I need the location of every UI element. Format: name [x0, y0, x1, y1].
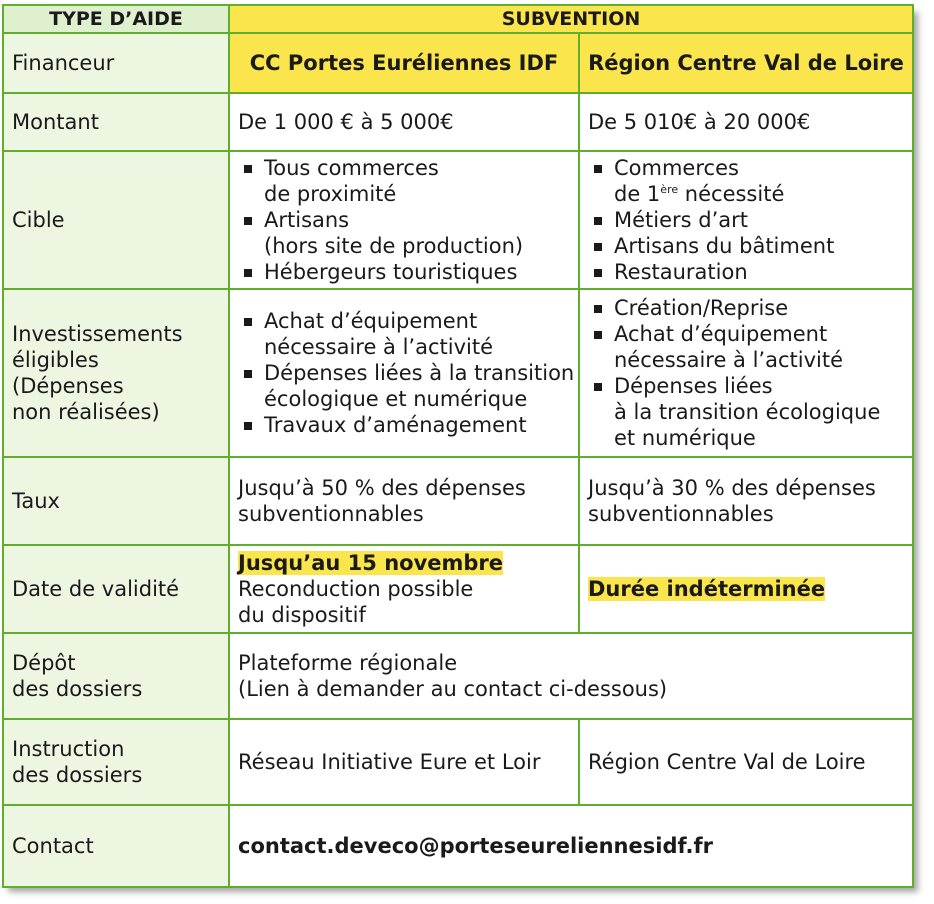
investissements-label [3, 289, 229, 457]
list-item-text: Création/Reprise [614, 296, 789, 320]
taux-text: Jusqu’à 50 % des dépenses [238, 476, 526, 500]
instruction-cc: Réseau Initiative Eure et Loir [229, 719, 579, 805]
contact-email-link[interactable]: contact.deveco@porteseureliennesidf.fr [229, 805, 913, 887]
depot-value [229, 633, 913, 719]
list-item [238, 155, 578, 207]
validite-label: Date de validité [3, 545, 229, 633]
label-text: (Dépenses [12, 374, 124, 398]
depot-text: Plateforme régionale [238, 651, 458, 675]
instruction-region: Région Centre Val de Loire [579, 719, 913, 805]
label-text: éligibles [12, 348, 99, 372]
financeur-region: Région Centre Val de Loire [579, 33, 913, 93]
cible-row [3, 151, 913, 289]
label-text: non réalisées) [12, 400, 160, 424]
list-item-text: nécessaire à l’activité [614, 348, 844, 372]
validite-highlight: Durée indéterminée [588, 577, 826, 601]
list-item-text: Dépenses liées à la transition [264, 361, 575, 385]
validite-region [579, 545, 913, 633]
list-item-text: à la transition écologique [614, 400, 881, 424]
list-item-text: Métiers d’art [614, 208, 749, 232]
investissements-region [579, 289, 913, 457]
list-item-text: Achat d’équipement [264, 309, 478, 333]
list-item-text: et numérique [614, 426, 756, 450]
list-item [238, 308, 578, 360]
montant-cc: De 1 000 € à 5 000€ [229, 93, 579, 151]
taux-text: subventionnables [238, 502, 424, 526]
aid-table [2, 4, 914, 888]
list-item [588, 373, 912, 451]
list-item-text [614, 181, 912, 207]
validite-text: du dispositif [238, 603, 366, 627]
cible-cc [229, 151, 579, 289]
montant-label: Montant [3, 93, 229, 151]
cible-region [579, 151, 913, 289]
label-text: des dossiers [12, 677, 143, 701]
subvention-header: SUBVENTION [229, 5, 913, 33]
validite-highlight-line [238, 550, 578, 576]
cible-region-list [588, 155, 912, 285]
montant-row [3, 93, 913, 151]
list-item-text: écologique et numérique [264, 387, 528, 411]
list-item [588, 233, 912, 259]
investissements-row [3, 289, 913, 457]
label-text: Dépôt [12, 651, 76, 675]
list-item [588, 321, 912, 373]
validite-row [3, 545, 913, 633]
list-item [588, 207, 912, 233]
list-item [588, 155, 912, 207]
label-text: Investissements [12, 322, 183, 346]
financeur-row [3, 33, 913, 93]
depot-text: (Lien à demander au contact ci-dessous) [238, 677, 668, 701]
financeur-label: Financeur [3, 33, 229, 93]
instruction-label [3, 719, 229, 805]
taux-text: Jusqu’à 30 % des dépenses [588, 476, 876, 500]
depot-row [3, 633, 913, 719]
financeur-cc: CC Portes Euréliennes IDF [229, 33, 579, 93]
contact-label: Contact [3, 805, 229, 887]
taux-cc [229, 457, 579, 545]
list-item-text: Artisans du bâtiment [614, 234, 835, 258]
list-item-text: Artisans [264, 208, 350, 232]
label-text: des dossiers [12, 763, 143, 787]
label-text: Instruction [12, 737, 125, 761]
header-row [3, 5, 913, 33]
taux-text: subventionnables [588, 502, 774, 526]
investissements-cc [229, 289, 579, 457]
investissements-cc-list [238, 308, 578, 438]
type-aide-header: TYPE D’AIDE [3, 5, 229, 33]
aid-table-frame [2, 4, 912, 884]
instruction-row [3, 719, 913, 805]
superscript: ère [660, 183, 679, 196]
list-item [588, 295, 912, 321]
list-item-text: Commerces [614, 156, 739, 180]
list-item-text: nécessaire à l’activité [264, 335, 494, 359]
list-item-text: Hébergeurs touristiques [264, 260, 518, 284]
contact-row [3, 805, 913, 887]
investissements-region-list [588, 295, 912, 451]
list-item [238, 207, 578, 259]
montant-region: De 5 010€ à 20 000€ [579, 93, 913, 151]
list-item [238, 412, 578, 438]
validite-cc [229, 545, 579, 633]
validite-text: Reconduction possible [238, 577, 474, 601]
taux-label: Taux [3, 457, 229, 545]
list-item [588, 259, 912, 285]
depot-label [3, 633, 229, 719]
cible-label: Cible [3, 151, 229, 289]
taux-region [579, 457, 913, 545]
list-item-text: nécessité [678, 182, 785, 206]
list-item-text: de 1 [614, 182, 661, 206]
list-item-text: Tous commerces [264, 156, 439, 180]
list-item-text: Travaux d’aménagement [264, 413, 527, 437]
list-item-text: Restauration [614, 260, 748, 284]
list-item-text: Dépenses liées [614, 374, 773, 398]
list-item-text: de proximité [264, 182, 397, 206]
validite-highlight: Jusqu’au 15 novembre [238, 551, 504, 575]
taux-row [3, 457, 913, 545]
list-item-text: (hors site de production) [264, 234, 524, 258]
list-item-text: Achat d’équipement [614, 322, 828, 346]
list-item [238, 360, 578, 412]
list-item [238, 259, 578, 285]
cible-cc-list [238, 155, 578, 285]
